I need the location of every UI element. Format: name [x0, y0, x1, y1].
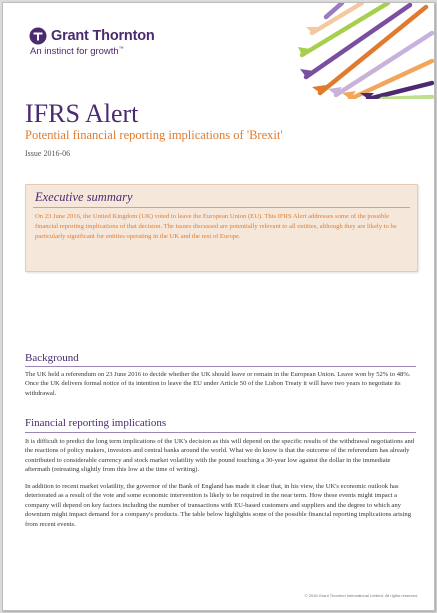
brand-name: Grant Thornton	[51, 28, 155, 44]
page-title: IFRS Alert	[25, 99, 139, 128]
financial-reporting-divider	[25, 432, 416, 433]
background-divider	[25, 366, 416, 367]
financial-reporting-paragraph-1: It is difficult to predict the long term implications of the UK's decision as this will depend on the specific results of the withdrawal negotiations and the reactions of policy makers, investors and central banks around the world. What we do know is that the outcome of the referendum has already contributed to considerable currency and stock market volatility with the pound touching a 30-year low against the dollar in the immediate aftermath (retreating slightly from this low at the time of writing).	[25, 438, 415, 474]
decorative-rays-graphic	[298, 3, 434, 99]
grant-thornton-logo-mark-icon	[29, 27, 47, 45]
executive-summary-box	[25, 184, 418, 272]
page-subtitle: Potential financial reporting implications of 'Brexit'	[25, 128, 283, 142]
financial-reporting-paragraph-2: In addition to recent market volatility, the governor of the Bank of England has made it clear that, in his view, the UK's economic outlook has deteriorated as a result of the vote and some economic intervention is likely to be required in the near term. How these events might impact a company will depend on key factors including the number of transactions with EU-based customers and suppliers and the degree to which any downturn might impact demand for a company's products. The table below highlights some of the possible financial reporting implications arising from recent events.	[25, 483, 411, 528]
background-paragraph: The UK held a referendum on 23 June 2016 to decide whether the UK should leave or remain in the European Union. Leave won by 52% to 48%. Once the UK delivers formal notice of its intention to leave the EU under Article 50 of the Lisbon Treaty it will have two years to negotiate its withdrawal.	[25, 371, 411, 397]
executive-summary-text: On 23 June 2016, the United Kingdom (UK) voted to leave the European Union (EU). This IFRS Alert addresses some of the possible financial reporting implications of that decision. The issues discussed are potentially relevant to all entities, although they are likely to be particularly significant for entities operating in the UK and the rest of Europe.	[35, 213, 397, 240]
grant-thornton-logo	[29, 27, 155, 57]
background-heading: Background	[25, 352, 79, 364]
issue-number: Issue 2016-06	[25, 149, 71, 158]
document-page	[2, 2, 435, 611]
financial-reporting-heading: Financial reporting implications	[25, 417, 167, 429]
brand-tagline: An instinct for growth™	[30, 46, 124, 58]
copyright-notice: © 2016 Grant Thornton International Limited. All rights reserved.	[304, 593, 418, 598]
executive-summary-heading: Executive summary	[35, 190, 133, 204]
executive-summary-divider	[33, 207, 410, 208]
